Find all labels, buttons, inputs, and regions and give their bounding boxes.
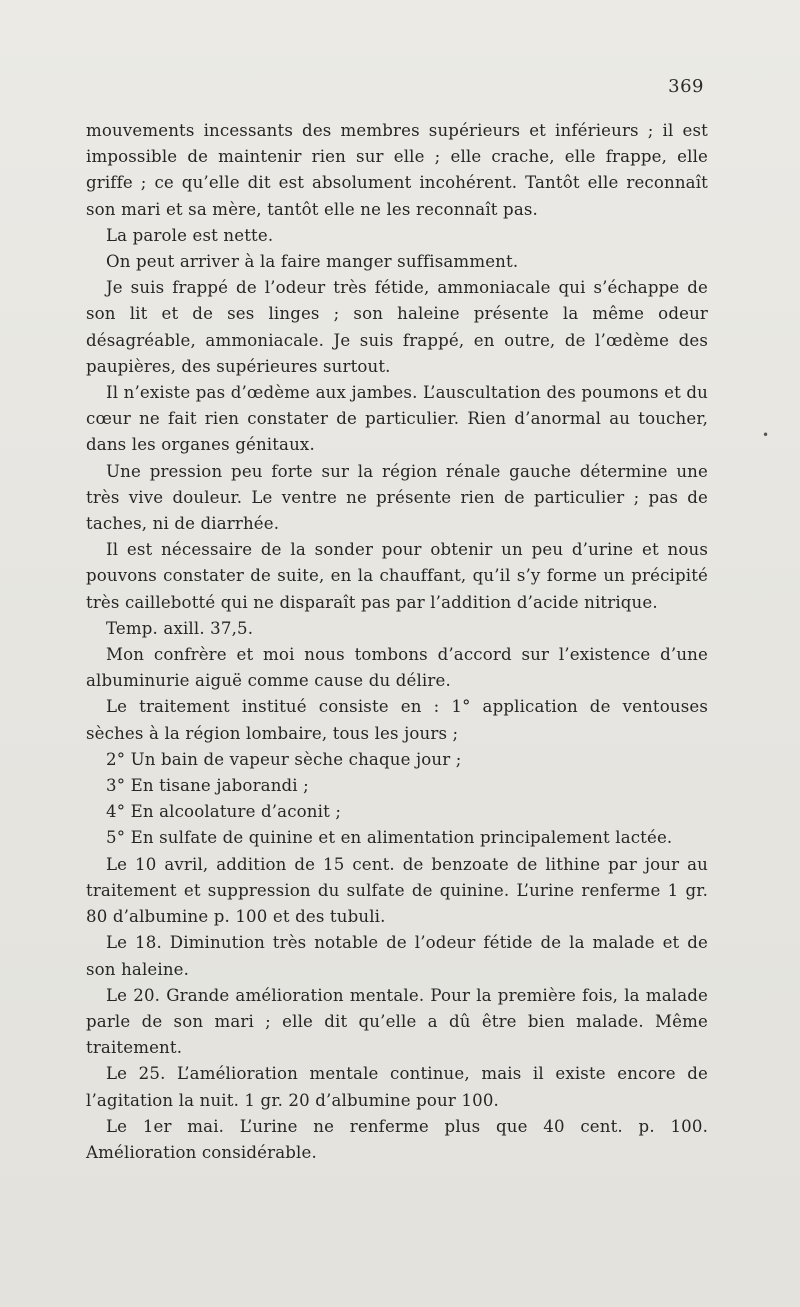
paragraph: Une pression peu forte sur la région rénale gauche détermine une très vive douleur. Le ventre ne présente rien de particulier ; pas de taches, ni de diarrhée.: [86, 461, 708, 534]
paragraph: Je suis frappé de l’odeur très fétide, ammoniacale qui s’échappe de son lit et de ses linges ; son haleine présente la même odeur désagréable, ammoniacale. Je suis frappé, en outre, de l’œdème des paupières, des supérieures surtout.: [86, 278, 708, 376]
paragraph: 3° En tisane jaborandi ;: [106, 776, 309, 796]
paragraph: Mon confrère et moi nous tombons d’accord sur l’existence d’une albuminurie aiguë comme cause du délire.: [86, 645, 708, 691]
paragraph: 4° En alcoolature d’aconit ;: [106, 802, 342, 822]
paragraph: Il n’existe pas d’œdème aux jambes. L’auscultation des poumons et du cœur ne fait rien constater de particulier. Rien d’anormal au toucher, dans les organes génitaux.: [86, 383, 708, 455]
paragraph: Il est nécessaire de la sonder pour obtenir un peu d’urine et nous pouvons constater de suite, en la chauffant, qu’il s’y forme un précipité très caillebotté qui ne disparaît pas par l’addition d’acide nitrique.: [86, 540, 708, 612]
body-text: [86, 118, 708, 1166]
paragraph: mouvements incessants des membres supérieurs et inférieurs ; il est impossible de maintenir rien sur elle ; elle crache, elle frappe, elle griffe ; ce qu’elle dit est absolument incohérent. Tantôt elle reconnaît son mari et sa mère, tantôt elle ne les reconnaît pas.: [86, 121, 708, 219]
paragraph: On peut arriver à la faire manger suffisamment.: [106, 252, 519, 272]
paragraph: Le 18. Diminution très notable de l’odeur fétide de la malade et de son haleine.: [86, 933, 708, 979]
page-number: 369: [668, 76, 704, 97]
paragraph: Le 20. Grande amélioration mentale. Pour la première fois, la malade parle de son mari ; elle dit qu’elle a dû être bien malade. Même traitement.: [86, 985, 708, 1058]
paragraph: Le 1er mai. L’urine ne renferme plus que 40 cent. p. 100. Amélioration considérable.: [86, 1116, 708, 1162]
paragraph: La parole est nette.: [106, 225, 274, 245]
paragraph: Temp. axill. 37,5.: [106, 618, 254, 638]
paragraph: Le traitement institué consiste en : 1° application de ventouses sèches à la région lombaire, tous les jours ;: [86, 697, 708, 743]
paragraph: 5° En sulfate de quinine et en alimentation principalement lactée.: [106, 828, 673, 848]
paragraph: Le 10 avril, addition de 15 cent. de benzoate de lithine par jour au traitement et suppression du sulfate de quinine. L’urine renferme 1 gr. 80 d’albumine p. 100 et des tubuli.: [86, 854, 708, 927]
paragraph: 2° Un bain de vapeur sèche chaque jour ;: [106, 749, 462, 769]
paragraph: Le 25. L’amélioration mentale continue, mais il existe encore de l’agitation la nuit. 1 gr. 20 d’albumine pour 100.: [86, 1064, 708, 1110]
margin-mark: •: [762, 428, 770, 442]
